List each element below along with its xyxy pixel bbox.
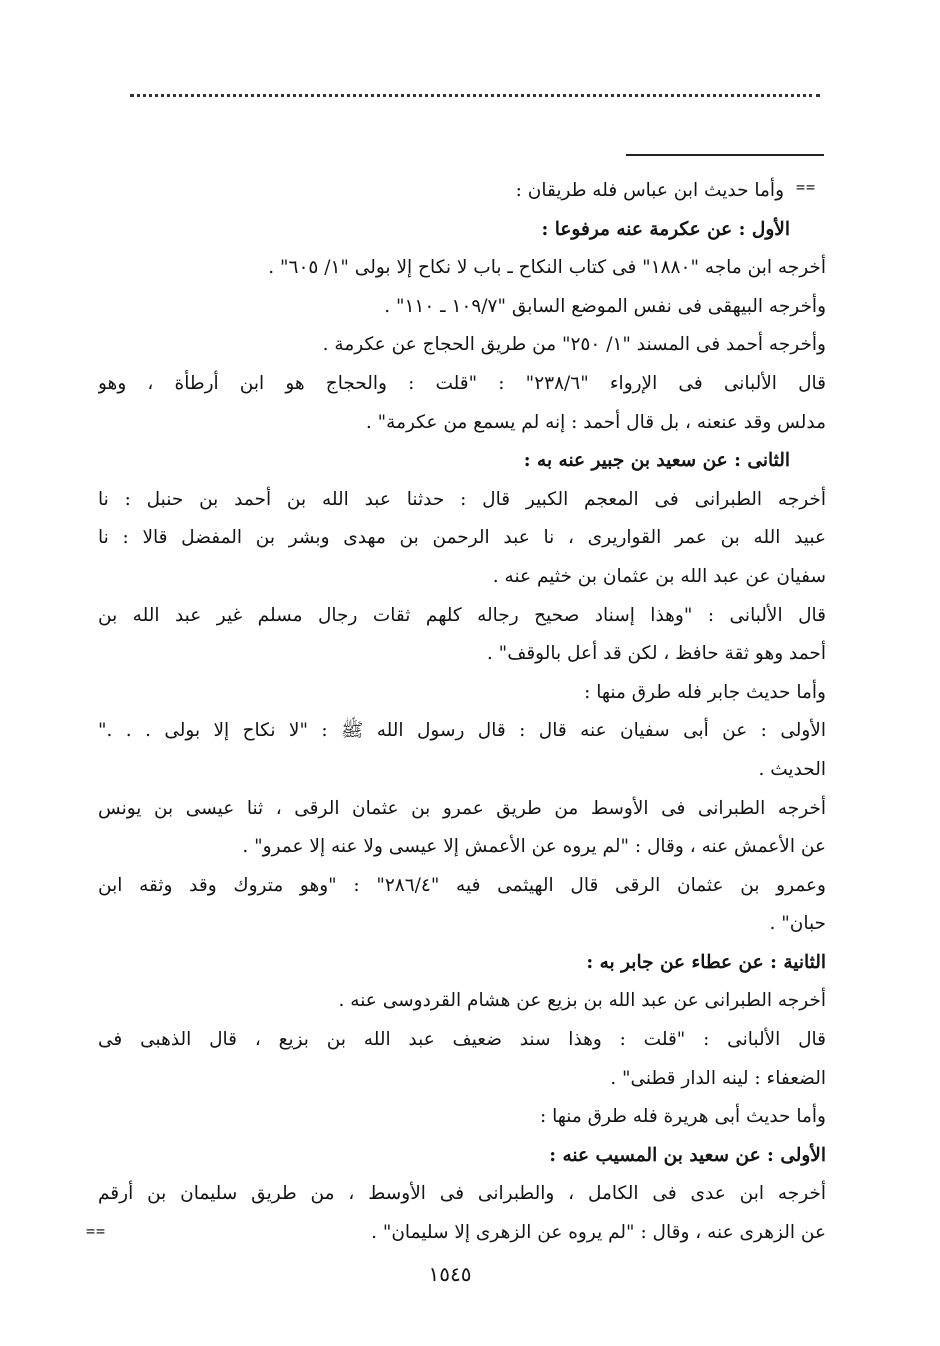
text-line: قال الألبانى فى الإرواء "٢٣٨/٦" : "قلت : والحجاج هو ابن أرطأة ، وهو [98,372,826,394]
text-line: أخرجه الطبرانى فى الأوسط من طريق عمرو بن عثمان الرقى ، ثنا عيسى بن يونس [98,797,826,819]
text-line: وأما حديث جابر فله طرق منها : [584,681,826,703]
text-line: أحمد وهو ثقة حافظ ، لكن قد أعل بالوقف" . [486,643,826,665]
text-line: الأولى : عن سعيد بن المسيب عنه : [549,1144,826,1166]
continuation-mark-top: == [796,178,817,196]
text-line: أخرجه الطبرانى عن عبد الله بن بزيع عن هشام القردوسى عنه . [338,990,826,1012]
text-line: الحديث . [758,758,826,780]
footnote-rule [626,154,824,156]
text-line: عن الزهرى عنه ، وقال : "لم يروه عن الزهرى إلا سليمان" . [371,1222,826,1244]
page-number: ١٥٤٥ [428,1262,472,1286]
text-line: قال الألبانى : "قلت : وهذا سند ضعيف عبد الله بن بزيع ، قال الذهبى فى [98,1029,826,1051]
text-line: عن الأعمش عنه ، وقال : "لم يروه عن الأعمش إلا عيسى ولا عنه إلا عمرو" . [242,836,826,858]
text-line: أخرجه ابن ماجه "١٨٨٠" فى كتاب النكاح ـ باب لا نكاح إلا بولى "١/ ٦٠٥" . [268,257,826,279]
text-line: الضعفاء : لينه الدار قطنى" . [610,1067,826,1089]
text-line: وأما حديث ابن عباس فله طريقان : [515,180,784,201]
footnote-text [98,172,826,1253]
text-line: سفيان عن عبد الله بن عثمان بن خثيم عنه . [492,565,826,587]
text-line: مدلس وقد عنعنه ، بل قال أحمد : إنه لم يسمع من عكرمة" . [365,411,826,433]
text-line: وعمرو بن عثمان الرقى قال الهيثمى فيه "٢٨٦/٤" : "وهو متروك وقد وثقه ابن [98,874,826,896]
text-line: الأول : عن عكرمة عنه مرفوعا : [541,218,790,240]
text-line: حبان" . [769,913,826,935]
text-line: أخرجه الطبرانى فى المعجم الكبير قال : حدثنا عبد الله بن أحمد بن حنبل : نا [98,488,826,510]
text-line: وأخرجه أحمد فى المسند "١/ ٢٥٠" من طريق الحجاج عن عكرمة . [322,334,826,356]
continuation-mark-bottom: == [86,1222,107,1240]
text-line: الثانية : عن عطاء عن جابر به : [586,951,826,973]
text-line: أخرجه ابن عدى فى الكامل ، والطبرانى فى الأوسط ، من طريق سليمان بن أرقم [98,1183,826,1205]
top-dotted-separator [130,94,820,97]
text-line: وأخرجه البيهقى فى نفس الموضع السابق "١٠٩/٧ ـ ١١٠" . [384,295,826,317]
text-line: وأما حديث أبى هريرة فله طرق منها : [539,1106,826,1128]
text-line: الثانى : عن سعيد بن جبير عنه به : [523,450,790,472]
text-line: قال الألبانى : "وهذا إسناد صحيح رجاله كلهم ثقات رجال مسلم غير عبد الله بن [98,604,826,626]
text-line: الأولى : عن أبى سفيان عنه قال : قال رسول الله ﷺ : "لا نكاح إلا بولى . . ." [98,720,826,742]
text-line: عبيد الله بن عمر القواريرى ، نا عبد الرحمن بن مهدى وبشر بن المفضل قالا : نا [98,527,826,549]
